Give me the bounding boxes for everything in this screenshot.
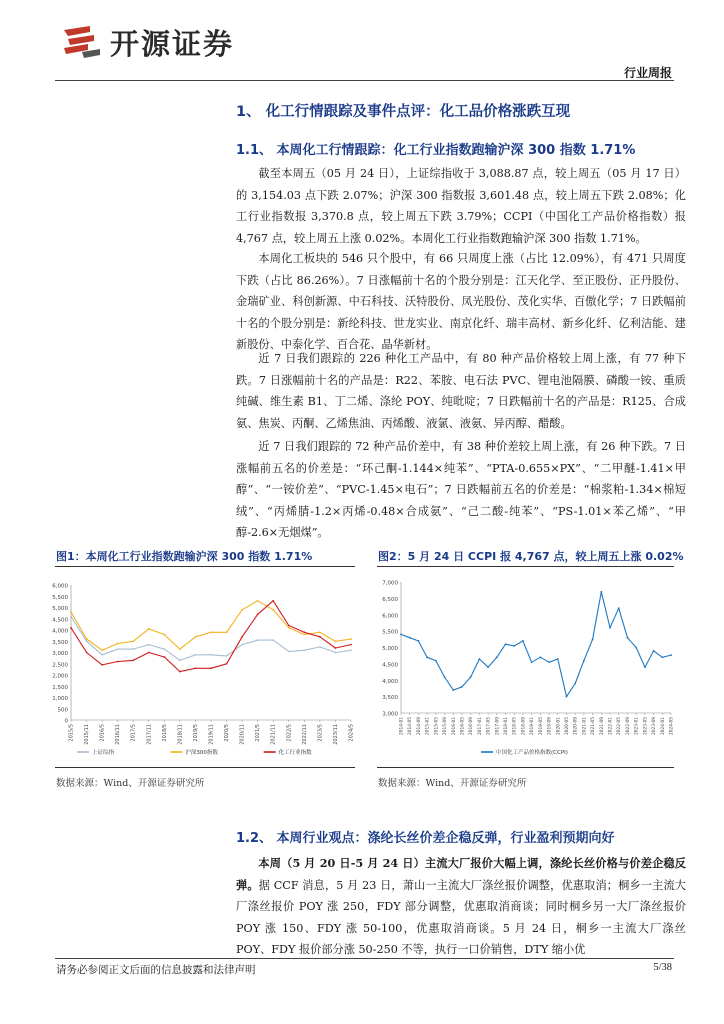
data-point xyxy=(272,600,274,602)
data-point xyxy=(86,652,88,654)
figure-1-top-rule xyxy=(55,566,355,567)
data-point xyxy=(226,655,228,657)
brand-logo xyxy=(60,22,234,62)
x-tick-label: 2018-09 xyxy=(521,717,527,735)
x-tick-label: 2019-09 xyxy=(547,717,553,735)
data-point xyxy=(435,660,437,662)
y-tick-label: 4,000 xyxy=(382,678,398,685)
data-point xyxy=(303,649,305,651)
x-tick-label: 2018-01 xyxy=(504,717,510,735)
x-tick-label: 2022-09 xyxy=(625,717,631,735)
figure-2-svg xyxy=(377,570,674,760)
brand-name: 开源证券 xyxy=(110,26,235,61)
data-point xyxy=(101,654,103,656)
series-line xyxy=(71,617,351,661)
product-prices-paragraph: 近 7 日我们跟踪的 226 种化工产品中，有 80 种产品价格较上周上涨，有 77 种下跌。7 日涨幅前十名的产品是：R22、苯胺、电石法 PVC、锂电池隔膜、磷酸一铵、重质纯碱、维生素 B1、丁二烯、涤纶 POY、纯吡啶；7 日跌幅前十名的产品是：R125、合成氨、焦炭、丙酮、乙烯焦油、丙烯酸、液氯、液氨、异丙醇、醋酸。 xyxy=(236,352,686,430)
x-tick-label: 2022-01 xyxy=(608,717,614,735)
data-point xyxy=(288,650,290,652)
figure-2-bottom-rule xyxy=(377,767,674,768)
data-point xyxy=(461,686,463,688)
y-tick-label: 0 xyxy=(64,718,68,725)
market-summary-paragraph: 截至本周五（05 月 24 日），上证综指收于 3,088.87 点，较上周五（05 月 17 日）的 3,154.03 点下跌 2.07%；沪深 300 指数报 3,601.48 点，较上周五下跌 2.08%；化工行业指数报 3,370.8 点，较上周五下跌 3.79%；CCPI（中国化工产品价格指数）报 4,767 点，较上周五上涨 0.02%。本周化工行业指数跑输沪深 300 指数 1.71%。 xyxy=(236,167,686,245)
footer-divider xyxy=(55,958,674,959)
report-type: 行业周报 xyxy=(623,66,672,80)
data-point xyxy=(195,636,197,638)
legend-label: 化工行业指数 xyxy=(278,750,312,756)
data-point xyxy=(478,658,480,660)
x-tick-label: 2020-05 xyxy=(564,717,570,735)
data-point xyxy=(496,656,498,658)
x-tick-label: 2017/11 xyxy=(146,724,153,745)
x-tick-label: 2017/5 xyxy=(130,724,137,742)
x-tick-label: 2017-05 xyxy=(486,717,492,735)
section-1-title: 1、 化工行情跟踪及事件点评：化工品价格涨跌互现 xyxy=(236,104,571,120)
data-point xyxy=(226,663,228,665)
data-point xyxy=(86,640,88,642)
data-point xyxy=(350,638,352,640)
y-tick-label: 3,000 xyxy=(382,711,398,718)
x-tick-label: 2019-01 xyxy=(530,717,536,735)
data-point xyxy=(179,671,181,673)
data-point xyxy=(210,667,212,669)
figure-2-top-rule xyxy=(377,566,674,567)
page-number: 5/38 xyxy=(653,962,672,973)
data-point xyxy=(70,611,72,613)
data-point xyxy=(557,658,559,660)
data-point xyxy=(163,656,165,658)
data-point xyxy=(319,636,321,638)
data-point xyxy=(117,661,119,663)
data-point xyxy=(635,647,637,649)
data-point xyxy=(627,637,629,639)
series-line xyxy=(71,601,351,651)
data-point xyxy=(148,652,150,654)
data-point xyxy=(101,664,103,666)
y-tick-label: 1,000 xyxy=(52,696,68,702)
x-tick-label: 2023/5 xyxy=(317,724,324,742)
y-tick-label: 4,500 xyxy=(382,662,398,669)
data-point xyxy=(257,613,259,615)
data-point xyxy=(226,631,228,633)
data-point xyxy=(609,627,611,629)
data-point xyxy=(513,645,515,647)
figure-2-title: 图2：5 月 24 日 CCPI 报 4,767 点，较上周五上涨 0.02% xyxy=(378,550,684,563)
x-tick-label: 2015/11 xyxy=(84,724,91,745)
data-point xyxy=(288,625,290,627)
data-point xyxy=(583,660,585,662)
y-tick-label: 5,500 xyxy=(52,594,68,601)
x-tick-label: 2017-09 xyxy=(495,717,501,735)
data-point xyxy=(163,648,165,650)
data-point xyxy=(70,616,72,618)
x-tick-label: 2022-05 xyxy=(617,717,623,735)
figure-2-chart xyxy=(377,570,674,760)
data-point xyxy=(241,636,243,638)
x-tick-label: 2021/5 xyxy=(255,724,262,742)
y-tick-label: 6,000 xyxy=(382,613,398,620)
data-point xyxy=(117,648,119,650)
x-tick-label: 2014-09 xyxy=(416,717,422,735)
x-tick-label: 2020-09 xyxy=(573,717,579,735)
data-point xyxy=(303,631,305,633)
y-tick-label: 5,000 xyxy=(382,646,398,652)
figure-1-bottom-rule xyxy=(55,767,355,768)
figure-2-source: 数据来源：Wind、开源证券研究所 xyxy=(378,778,527,789)
x-tick-label: 2019-05 xyxy=(538,717,544,735)
price-spreads-paragraph: 近 7 日我们跟踪的 72 种产品价差中，有 38 种价差较上周上涨，有 26 种下跌。7 日涨幅前五名的价差是：“环己酮-1.144×纯苯”、“PTA-0.655×PX”、“二甲醚-1.41×甲醇”、“一铵价差”、“PVC-1.45×电石”；7 日跌幅前五名的价差是：“棉浆粕-1.34×棉短绒”、“丙烯腈-1.2×丙烯-0.48×合成氨”、“己二酸-纯苯”、“PS-1.01×苯乙烯”、“甲醇-2.6×无烟煤”。 xyxy=(236,440,686,539)
data-point xyxy=(210,631,212,633)
industry-view-paragraph xyxy=(236,853,686,961)
kaiyuan-logo-icon xyxy=(60,22,104,62)
footer-disclaimer: 请务必参阅正文后面的信息披露和法律声明 xyxy=(56,964,256,976)
section-1-2-title: 1.2、 本周行业观点：涤纶长丝价差企稳反弹，行业盈利预期向好 xyxy=(236,831,615,846)
data-point xyxy=(661,656,663,658)
x-tick-label: 2018/11 xyxy=(177,724,184,745)
data-point xyxy=(195,667,197,669)
data-point xyxy=(303,634,305,636)
data-point xyxy=(241,609,243,611)
figure-1-chart xyxy=(52,570,355,760)
x-tick-label: 2021/11 xyxy=(270,724,277,745)
y-tick-label: 3,500 xyxy=(52,639,68,646)
y-tick-label: 3,500 xyxy=(382,695,398,702)
section-1-1-title: 1.1、 本周化工行情跟踪：化工行业指数跑输沪深 300 指数 1.71% xyxy=(236,143,636,158)
series-line xyxy=(401,592,671,697)
data-point xyxy=(350,644,352,646)
y-tick-label: 500 xyxy=(57,707,68,714)
x-tick-label: 2024/5 xyxy=(348,724,355,742)
x-tick-label: 2015-09 xyxy=(443,717,449,735)
legend-label: 上证综指 xyxy=(92,750,115,756)
data-point xyxy=(522,640,524,642)
y-tick-label: 7,000 xyxy=(382,580,398,587)
y-tick-label: 4,000 xyxy=(52,628,68,635)
data-point xyxy=(70,627,72,629)
x-tick-label: 2019/11 xyxy=(208,724,215,745)
legend-label: 沪深300指数 xyxy=(185,750,218,756)
industry-view-lead: 本周（5 月 20 日-5 月 24 日）主流大厂报价大幅上调，涤纶长丝价格与价差企稳反弹。 xyxy=(236,856,686,892)
data-point xyxy=(319,646,321,648)
x-tick-label: 2017-01 xyxy=(477,717,483,735)
x-tick-label: 2020/5 xyxy=(224,724,231,742)
data-point xyxy=(288,627,290,629)
y-tick-label: 4,500 xyxy=(52,617,68,624)
x-tick-label: 2024-01 xyxy=(660,717,666,735)
x-tick-label: 2015-01 xyxy=(425,717,431,735)
x-tick-label: 2023-09 xyxy=(652,717,658,735)
data-point xyxy=(574,683,576,685)
data-point xyxy=(592,638,594,640)
data-point xyxy=(409,637,411,639)
data-point xyxy=(335,652,337,654)
x-tick-label: 2016-01 xyxy=(451,717,457,735)
data-point xyxy=(418,640,420,642)
data-point xyxy=(487,666,489,668)
x-tick-label: 2021-05 xyxy=(591,717,597,735)
x-tick-label: 2018/5 xyxy=(161,724,168,742)
data-point xyxy=(179,648,181,650)
figure-1-source: 数据来源：Wind、开源证券研究所 xyxy=(56,778,205,789)
x-tick-label: 2023-05 xyxy=(643,717,649,735)
data-point xyxy=(670,654,672,656)
industry-view-body: 据 CCF 消息，5 月 23 日，萧山一主流大厂涤丝报价调整，优惠取消；桐乡一主流大厂涤丝报价 POY 涨 250，FDY 部分调整，优惠取消商谈；同时桐乡另一大厂涤丝报价 POY 涨 150、FDY 涨 50-100，优惠取消商谈。5 月 24 日，桐乡一主流大厂涤丝 POY、FDY 报价部分涨 50-250 不等，执行一口价销售，DTY 缩小优 xyxy=(236,878,686,956)
data-point xyxy=(257,639,259,641)
data-point xyxy=(426,656,428,658)
data-point xyxy=(548,661,550,663)
data-point xyxy=(319,631,321,633)
data-point xyxy=(444,676,446,678)
data-point xyxy=(148,644,150,646)
header-divider xyxy=(55,80,674,81)
data-point xyxy=(195,654,197,656)
x-tick-label: 2019/5 xyxy=(192,724,199,742)
x-tick-label: 2022/11 xyxy=(301,724,308,745)
x-tick-label: 2021-09 xyxy=(599,717,605,735)
data-point xyxy=(539,656,541,658)
data-point xyxy=(350,649,352,651)
data-point xyxy=(335,640,337,642)
data-point xyxy=(618,607,620,609)
x-tick-label: 2016-05 xyxy=(460,717,466,735)
data-point xyxy=(132,640,134,642)
data-point xyxy=(335,647,337,649)
x-tick-label: 2016-09 xyxy=(469,717,475,735)
figure-1-title: 图1：本周化工行业指数跑输沪深 300 指数 1.71% xyxy=(56,550,313,563)
data-point xyxy=(566,696,568,698)
data-point xyxy=(505,643,507,645)
data-point xyxy=(600,591,602,593)
y-tick-label: 6,500 xyxy=(382,596,398,603)
y-tick-label: 1,500 xyxy=(52,684,68,691)
x-tick-label: 2023-01 xyxy=(634,717,640,735)
x-tick-label: 2021-01 xyxy=(582,717,588,735)
x-tick-label: 2014-05 xyxy=(408,717,414,735)
x-tick-label: 2016/11 xyxy=(115,724,122,745)
data-point xyxy=(272,639,274,641)
data-point xyxy=(452,689,454,691)
x-tick-label: 2020/11 xyxy=(239,724,246,745)
x-tick-label: 2018-05 xyxy=(512,717,518,735)
x-tick-label: 2020-01 xyxy=(556,717,562,735)
data-point xyxy=(132,659,134,661)
x-tick-label: 2023/11 xyxy=(332,724,339,745)
stock-movers-paragraph: 本周化工板块的 546 只个股中，有 66 只周度上涨（占比 12.09%），有 471 只周度下跌（占比 86.26%）。7 日涨幅前十名的个股分别是：江天化学、至正股份、正丹股份、金瑞矿业、科创新源、中石科技、沃特股份、凤光股份、茂化实华、百傲化学；7 日跌幅前十名的个股分别是：新纶科技、世龙实业、南京化纤、瑞丰高材、新乡化纤、亿利洁能、建新股份、中泰化学、百合花、晶华新材。 xyxy=(236,252,686,351)
data-point xyxy=(148,628,150,630)
data-point xyxy=(210,654,212,656)
figure-1-svg xyxy=(52,570,355,760)
data-point xyxy=(132,648,134,650)
data-point xyxy=(163,634,165,636)
y-tick-label: 2,000 xyxy=(52,673,68,680)
data-point xyxy=(653,650,655,652)
y-tick-label: 5,500 xyxy=(382,629,398,636)
x-tick-label: 2015-05 xyxy=(434,717,440,735)
data-point xyxy=(117,643,119,645)
x-tick-label: 2015/5 xyxy=(68,724,75,742)
data-point xyxy=(272,609,274,611)
data-point xyxy=(179,659,181,661)
data-point xyxy=(400,634,402,636)
y-tick-label: 2,500 xyxy=(52,662,68,669)
series-line xyxy=(71,601,351,672)
y-tick-label: 5,000 xyxy=(52,606,68,612)
data-point xyxy=(470,676,472,678)
data-point xyxy=(257,600,259,602)
data-point xyxy=(101,649,103,651)
x-tick-label: 2016/5 xyxy=(99,724,106,742)
data-point xyxy=(644,666,646,668)
data-point xyxy=(86,638,88,640)
x-tick-label: 2014-01 xyxy=(399,717,405,735)
data-point xyxy=(241,644,243,646)
x-tick-label: 2022/5 xyxy=(286,724,293,742)
y-tick-label: 3,000 xyxy=(52,651,68,657)
x-tick-label: 2024-05 xyxy=(669,717,675,735)
data-point xyxy=(531,661,533,663)
y-tick-label: 6,000 xyxy=(52,583,68,590)
legend-label: 中国化工产品价格指数(CCPI) xyxy=(496,750,568,756)
